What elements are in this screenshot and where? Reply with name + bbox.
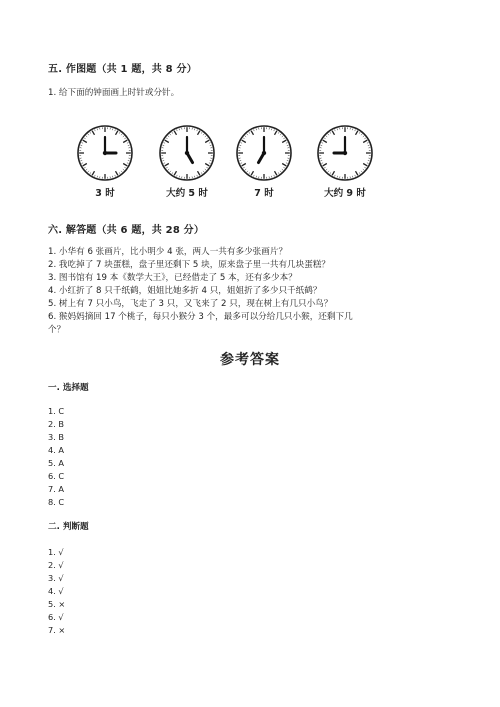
section5-title: 五. 作图题（共 1 题，共 8 分） — [48, 64, 197, 75]
section6-title: 六. 解答题（共 6 题，共 28 分） — [48, 225, 205, 236]
clock-face-icon — [75, 123, 135, 183]
answer-item: 6. C — [48, 471, 65, 481]
section6-question-4: 4. 小红折了 8 只千纸鹤，姐姐比她多折 4 只，姐姐折了多少只千纸鹤？ — [48, 286, 322, 296]
answers-title: 参考答案 — [220, 352, 280, 368]
answer-item: 5. × — [48, 599, 66, 609]
clock-center-dot — [343, 151, 347, 155]
clock-center-dot — [185, 151, 189, 155]
clock-face-icon — [315, 123, 375, 183]
section6-question-1: 1. 小华有 6 张画片，比小明少 4 张，两人一共有多少张画片？ — [48, 247, 288, 257]
answer-item: 4. √ — [48, 586, 64, 596]
answer-item: 8. C — [48, 497, 65, 507]
clock-2-label: 大约 5 时 — [166, 188, 208, 199]
answer-item: 7. A — [48, 484, 65, 494]
answer-item: 3. B — [48, 432, 65, 442]
answer-item: 7. × — [48, 625, 66, 635]
answer-item: 3. √ — [48, 573, 64, 583]
clock-1-label: 3 时 — [95, 188, 115, 199]
answer-item: 6. √ — [48, 612, 64, 622]
answer-item: 1. C — [48, 406, 65, 416]
clock-face-icon — [157, 123, 217, 183]
clock-center-dot — [262, 151, 266, 155]
clock-4-label: 大约 9 时 — [324, 188, 366, 199]
answers-part1-title: 一. 选择题 — [48, 383, 89, 393]
clock-center-dot — [103, 151, 107, 155]
section6-question-6-cont: 个？ — [48, 325, 66, 335]
clock-3-label: 7 时 — [254, 188, 274, 199]
answer-item: 5. A — [48, 458, 65, 468]
answer-item: 2. √ — [48, 560, 64, 570]
answer-item: 1. √ — [48, 547, 64, 557]
answers-part2-title: 二. 判断题 — [48, 522, 89, 532]
section6-question-5: 5. 树上有 7 只小鸟，飞走了 3 只，又飞来了 2 只，现在树上有几只小鸟？ — [48, 299, 333, 309]
section6-question-3: 3. 图书馆有 19 本《数学大王》，已经借走了 5 本，还有多少本？ — [48, 273, 297, 283]
clock-1 — [75, 123, 135, 198]
clock-face-icon — [234, 123, 294, 183]
answer-item: 2. B — [48, 419, 65, 429]
section5-question-1: 1. 给下面的钟面画上时针或分针。 — [48, 88, 180, 98]
clock-2 — [157, 123, 217, 198]
section6-question-6: 6. 猴妈妈摘回 17 个桃子，每只小猴分 3 个，最多可以分给几只小猴，还剩下几 — [48, 312, 353, 322]
answer-item: 4. A — [48, 445, 65, 455]
clock-4 — [315, 123, 375, 198]
section6-question-2: 2. 我吃掉了 7 块蛋糕，盘子里还剩下 5 块，原来盘子里一共有几块蛋糕？ — [48, 260, 331, 270]
clock-3 — [234, 123, 294, 198]
